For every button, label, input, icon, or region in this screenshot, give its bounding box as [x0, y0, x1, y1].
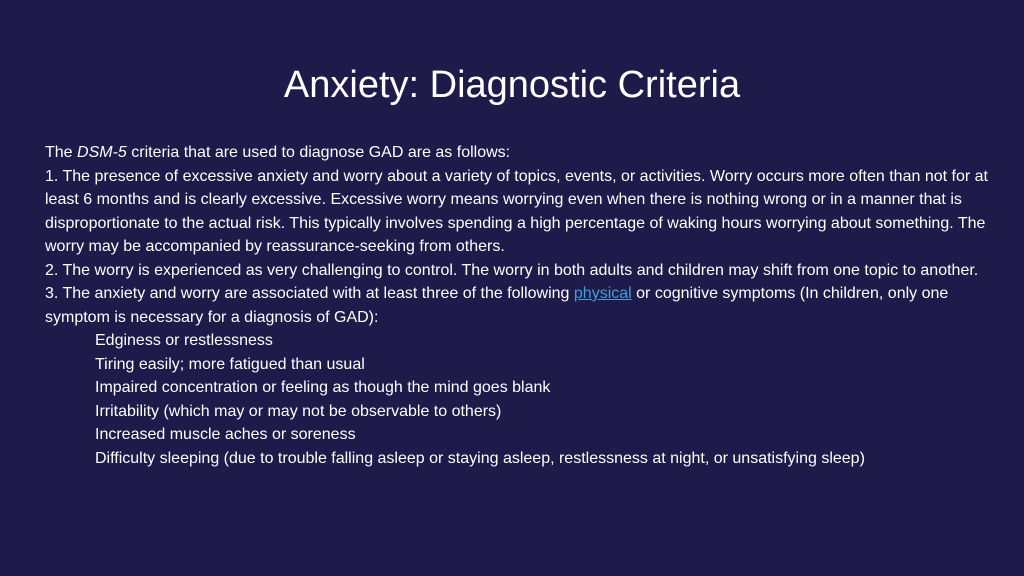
criterion-3-before: 3. The anxiety and worry are associated with at least three of the following [45, 285, 574, 302]
criterion-2: 2. The worry is experienced as very challenging to control. The worry in both adults and children may shift from one topic to another. [45, 261, 979, 279]
physical-link[interactable]: physical [573, 285, 632, 302]
intro-line [45, 141, 990, 165]
criterion-1: 1. The presence of excessive anxiety and worry about a variety of topics, events, or activities. Worry occurs more often than not for at least 6 months and is clearly excessive. Excessive worry means worrying even when there is nothing wrong or in a manner that is disproportionate to the actual risk. This typically involves spending a high percentage of waking hours worrying about something. The worry may be accompanied by reassurance-seeking from others. [45, 167, 988, 255]
intro-prefix: The [45, 144, 78, 161]
symptom-item: Increased muscle aches or soreness [95, 426, 356, 443]
symptom-item: Edginess or restlessness [95, 332, 273, 349]
symptom-item: Irritability (which may or may not be observable to others) [95, 402, 502, 420]
intro-suffix: criteria that are used to diagnose GAD are as follows: [126, 144, 511, 161]
slide-title: Anxiety: Diagnostic Criteria [283, 64, 741, 106]
criterion-3 [45, 282, 990, 329]
intro-italic: DSM-5 [77, 144, 127, 161]
symptom-item: Tiring easily; more fatigued than usual [95, 355, 365, 373]
criterion-3-after: or cognitive symptoms (In children, only one symptom is necessary for a diagnosis of GAD): [45, 285, 949, 326]
symptom-item: Difficulty sleeping (due to trouble falling asleep or staying asleep, restlessness at night, or unsatisfying sleep) [95, 449, 865, 467]
slide-body [45, 141, 990, 470]
symptom-item: Impaired concentration or feeling as though the mind goes blank [95, 379, 551, 396]
